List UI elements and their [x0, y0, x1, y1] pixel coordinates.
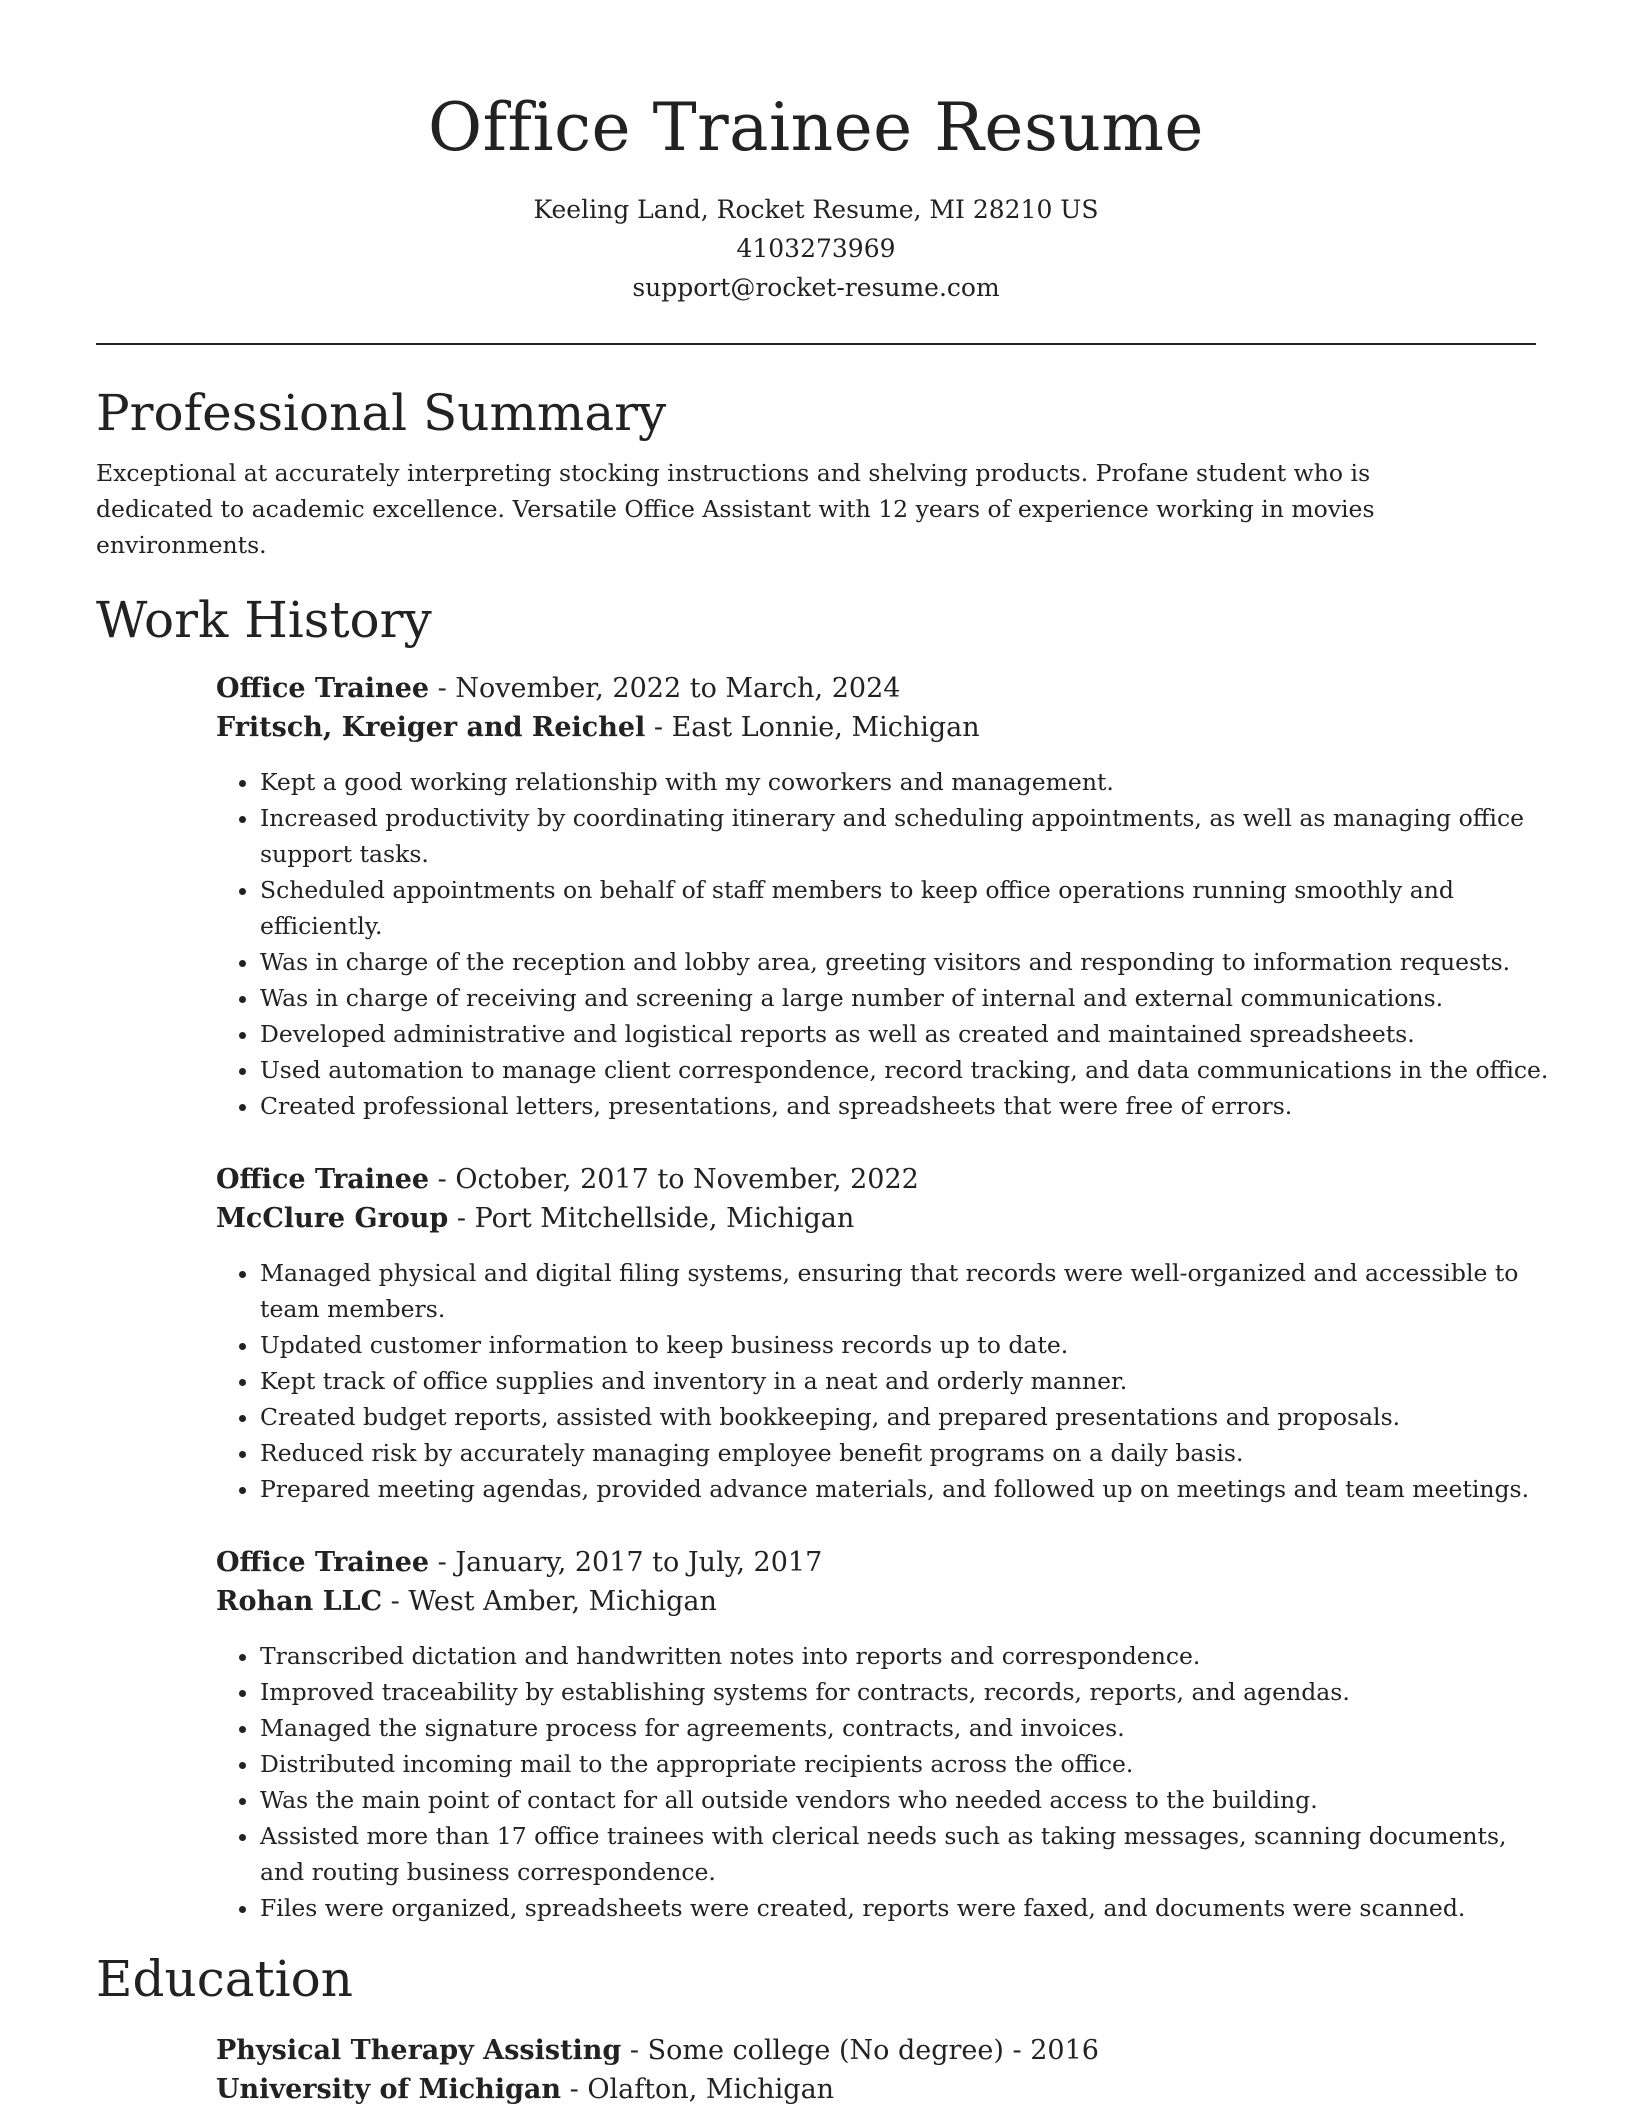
list-item: • Was in charge of receiving and screening a large number of internal and external communications. [260, 980, 1556, 1016]
job-company: Fritsch, Kreiger and Reichel [216, 712, 646, 743]
resume-page [96, 0, 1549, 2109]
contact-phone: 4103273969 [736, 234, 896, 263]
education-program: Physical Therapy Assisting [216, 2035, 622, 2066]
job-entry [216, 1160, 1536, 1507]
job-bullets [216, 1255, 1556, 1507]
education-details: - Some college (No degree) - 2016 [621, 2035, 1099, 2066]
job-company-line [216, 1199, 1536, 1238]
list-item: • Transcribed dictation and handwritten notes into reports and correspondence. [260, 1638, 1556, 1674]
job-title-line [216, 669, 1536, 708]
header-divider [96, 343, 1536, 345]
list-item: • Managed the signature process for agreements, contracts, and invoices. [260, 1710, 1556, 1746]
list-item: • Created professional letters, presentations, and spreadsheets that were free of errors. [260, 1088, 1556, 1124]
education-location: - Olafton, Michigan [561, 2074, 835, 2105]
list-item: • Distributed incoming mail to the appropriate recipients across the office. [260, 1746, 1556, 1782]
contact-address: Keeling Land, Rocket Resume, MI 28210 US [533, 195, 1099, 224]
list-item: • Created budget reports, assisted with bookkeeping, and prepared presentations and proposals. [260, 1399, 1556, 1435]
job-bullets [216, 1638, 1556, 1926]
job-title-line [216, 1543, 1536, 1582]
job-title-line [216, 1160, 1536, 1199]
list-item: • Reduced risk by accurately managing employee benefit programs on a daily basis. [260, 1435, 1556, 1471]
education-school-line [216, 2070, 1536, 2109]
summary-heading: Professional Summary [96, 384, 667, 442]
list-item: • Assisted more than 17 office trainees with clerical needs such as taking messages, scanning documents, and routing business correspondence. [260, 1818, 1556, 1890]
list-item: • Improved traceability by establishing systems for contracts, records, reports, and agendas. [260, 1674, 1556, 1710]
education-entry [216, 2031, 1536, 2109]
education-program-line [216, 2031, 1536, 2070]
job-location: - Port Mitchellside, Michigan [448, 1203, 855, 1234]
list-item: • Updated customer information to keep business records up to date. [260, 1327, 1556, 1363]
job-company: McClure Group [216, 1203, 449, 1234]
contact-email: support@rocket-resume.com [632, 273, 1000, 302]
list-item: • Prepared meeting agendas, provided advance materials, and followed up on meetings and team meetings. [260, 1471, 1556, 1507]
job-entry [216, 669, 1549, 1124]
job-location: - East Lonnie, Michigan [645, 712, 980, 743]
job-company: Rohan LLC [216, 1586, 383, 1617]
contact-block [96, 190, 1536, 307]
summary-text: Exceptional at accurately interpreting stocking instructions and shelving products. Profane student who is dedicated to academic excellence. Versatile Office Assistant with 12 years of experience working in movies environments. [96, 459, 1375, 559]
education-school: University of Michigan [216, 2074, 562, 2105]
job-title: Office Trainee [216, 1164, 430, 1195]
job-location: - West Amber, Michigan [382, 1586, 717, 1617]
list-item: • Kept a good working relationship with my coworkers and management. [260, 764, 1556, 800]
job-company-line [216, 708, 1536, 747]
job-title: Office Trainee [216, 673, 430, 704]
job-bullets [216, 764, 1556, 1124]
list-item: • Scheduled appointments on behalf of staff members to keep office operations running smoothly and efficiently. [260, 872, 1556, 944]
work-history-heading: Work History [96, 591, 432, 649]
job-dates: - November, 2022 to March, 2024 [429, 673, 901, 704]
job-entry [216, 1543, 1536, 1926]
list-item: • Files were organized, spreadsheets were created, reports were faxed, and documents were scanned. [260, 1890, 1556, 1926]
list-item: • Managed physical and digital filing systems, ensuring that records were well-organized and accessible to team members. [260, 1255, 1556, 1327]
list-item: • Was the main point of contact for all outside vendors who needed access to the building. [260, 1782, 1556, 1818]
job-title: Office Trainee [216, 1547, 430, 1578]
list-item: • Used automation to manage client correspondence, record tracking, and data communications in the office. [260, 1052, 1556, 1088]
job-company-line [216, 1582, 1536, 1621]
list-item: • Increased productivity by coordinating itinerary and scheduling appointments, as well as managing office support tasks. [260, 800, 1556, 872]
list-item: • Kept track of office supplies and inventory in a neat and orderly manner. [260, 1363, 1556, 1399]
education-heading: Education [96, 1950, 353, 2008]
resume-title: Office Trainee Resume [428, 89, 1204, 166]
job-dates: - January, 2017 to July, 2017 [429, 1547, 823, 1578]
job-dates: - October, 2017 to November, 2022 [429, 1164, 919, 1195]
list-item: • Developed administrative and logistical reports as well as created and maintained spreadsheets. [260, 1016, 1556, 1052]
list-item: • Was in charge of the reception and lobby area, greeting visitors and responding to information requests. [260, 944, 1556, 980]
